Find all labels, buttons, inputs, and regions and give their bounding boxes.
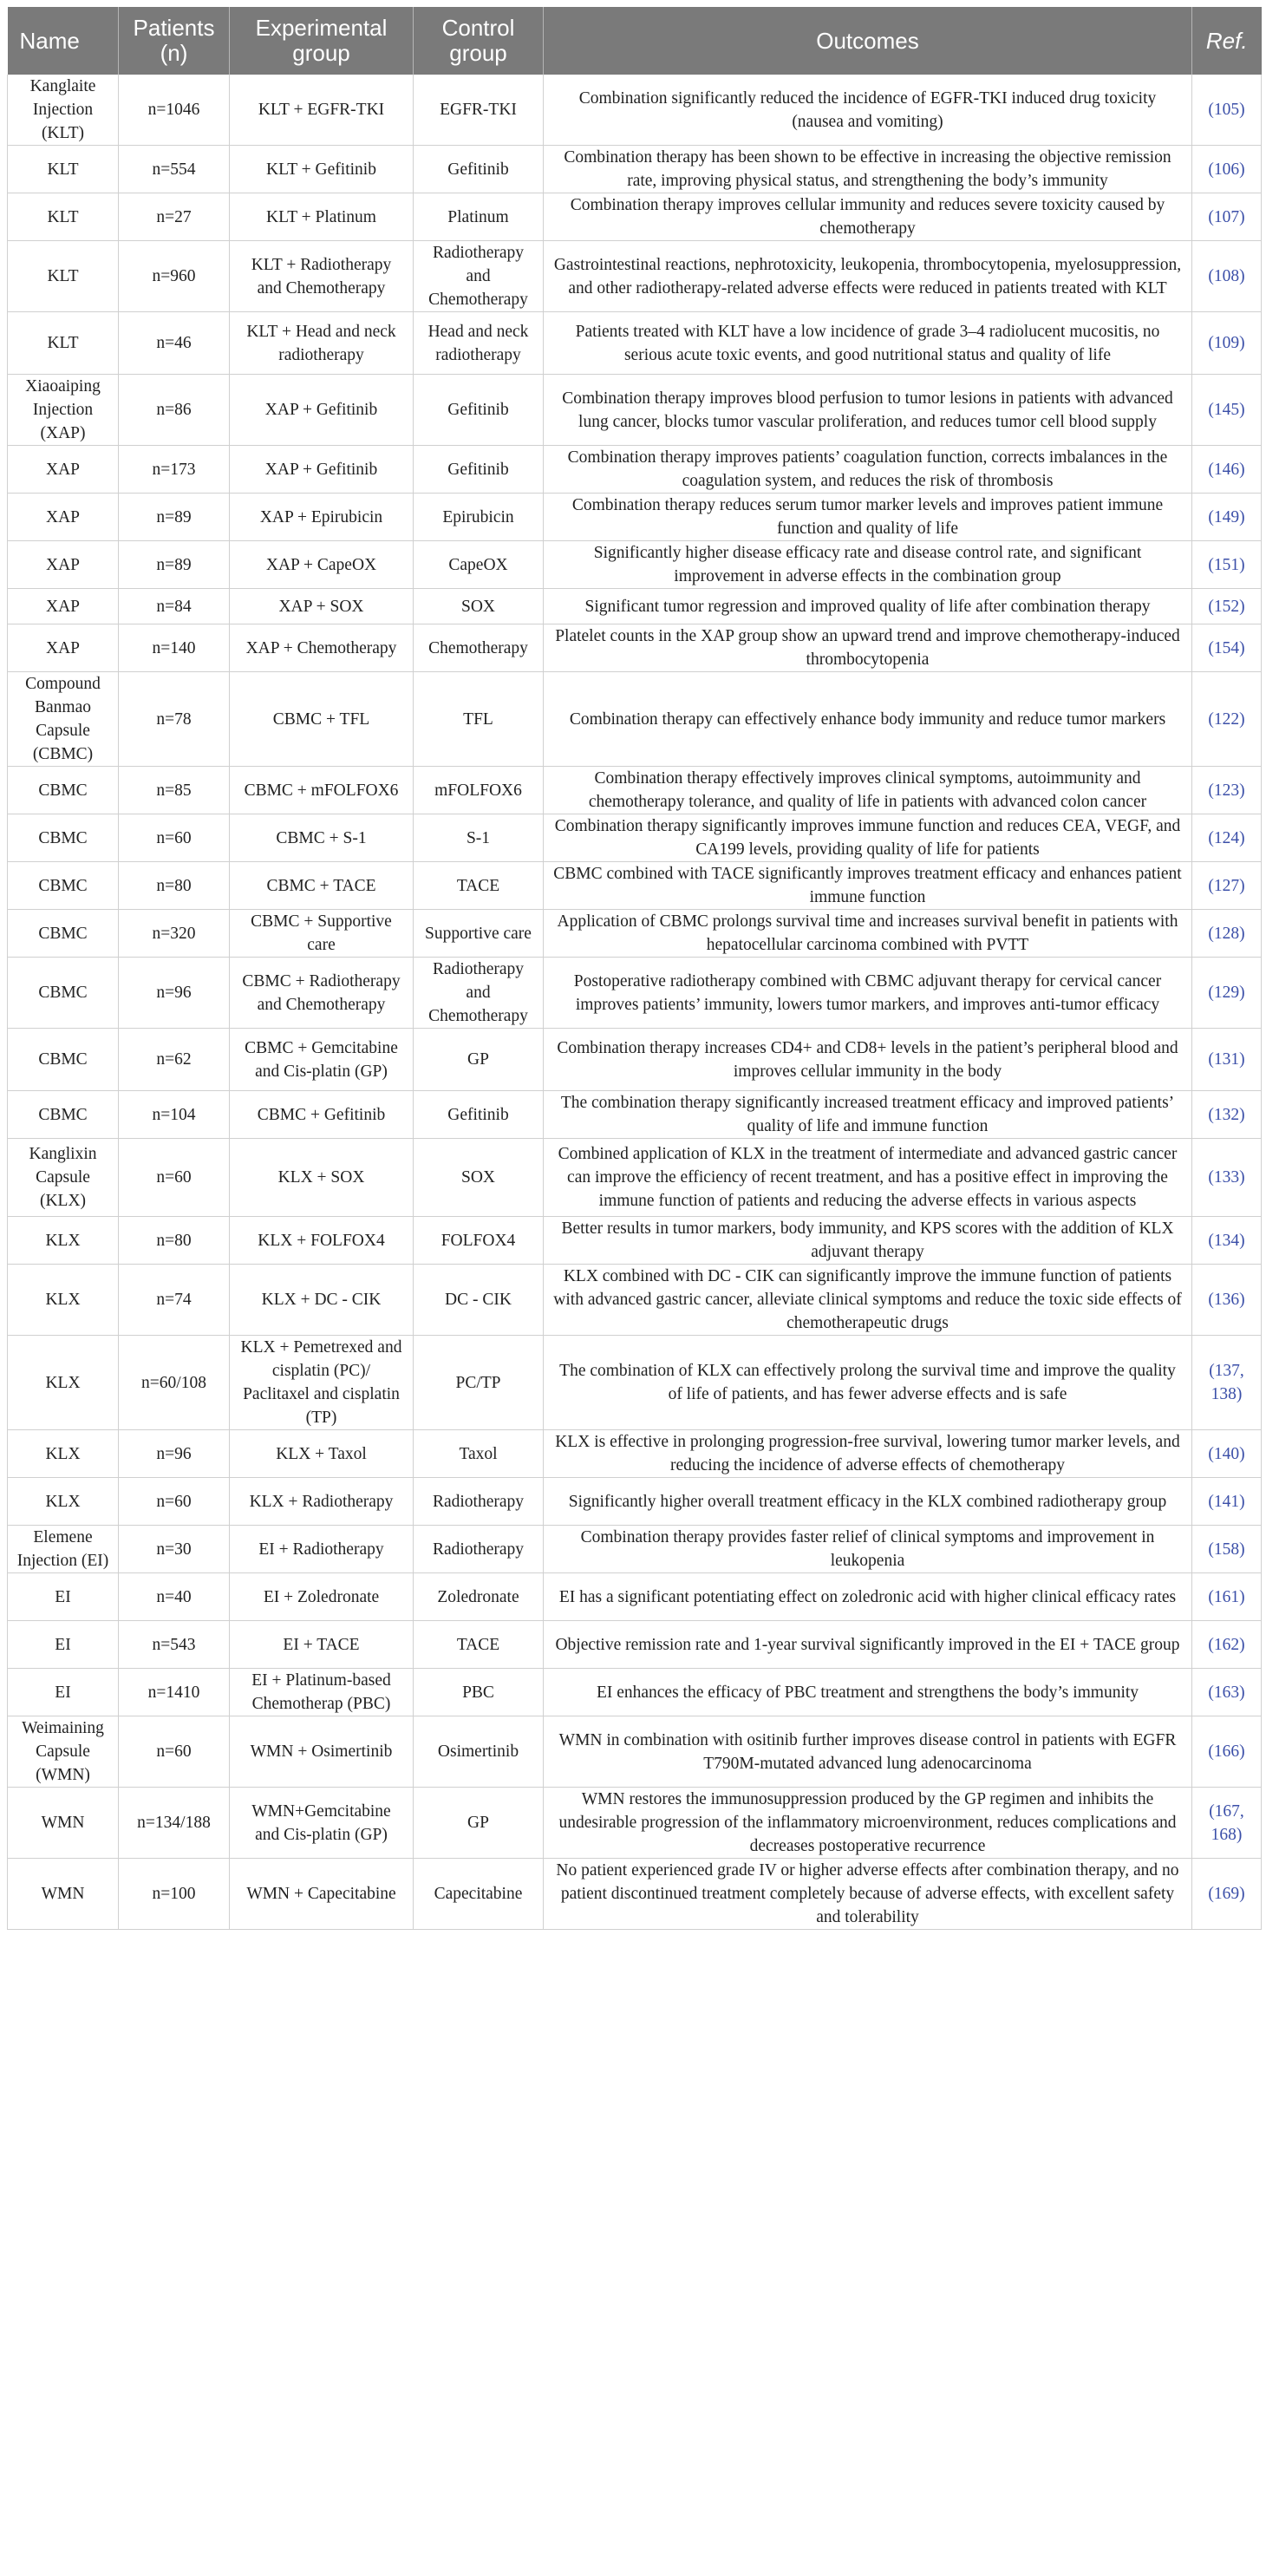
cell-name: EI [8,1573,119,1621]
cell-outcomes: Application of CBMC prolongs survival time and increases survival benefit in patients with hepatocellular carcinoma combined with PVTT [544,910,1192,958]
cell-name: CBMC [8,910,119,958]
reference-link[interactable]: (127) [1208,876,1245,895]
cell-control-group: GP [414,1029,544,1091]
reference-link[interactable]: (140) [1208,1444,1245,1463]
cell-ref[interactable] [1192,958,1262,1029]
cell-patients: n=46 [119,312,230,375]
cell-name: KLX [8,1336,119,1430]
cell-patients: n=1046 [119,75,230,146]
cell-experimental-group: KLT + Platinum [230,193,414,241]
cell-patients: n=78 [119,672,230,767]
treatment-comparison-table [7,7,1262,1930]
cell-patients: n=74 [119,1265,230,1336]
cell-control-group: SOX [414,589,544,624]
cell-experimental-group: KLX + DC - CIK [230,1265,414,1336]
cell-control-group: Supportive care [414,910,544,958]
cell-name: Elemene Injection (EI) [8,1526,119,1573]
cell-outcomes: Combined application of KLX in the treatment of intermediate and advanced gastric cancer can improve the efficiency of recent treatment, and has a positive effect in improving the immune function of patients and reducing the adverse effects in various aspects [544,1139,1192,1217]
reference-link[interactable]: (146) [1208,460,1245,479]
cell-name: KLT [8,312,119,375]
cell-outcomes: KLX combined with DC - CIK can significantly improve the immune function of patients with advanced gastric cancer, alleviate clinical symptoms and reduce the toxic side effects of chemotherapeutic drugs [544,1265,1192,1336]
cell-control-group: Radiotherapy [414,1478,544,1526]
cell-outcomes: Combination therapy improves patients’ coagulation function, corrects imbalances in the coagulation system, and reduces the risk of thrombosis [544,446,1192,494]
cell-ref[interactable] [1192,672,1262,767]
cell-control-group: TACE [414,862,544,910]
reference-link[interactable]: (162) [1208,1635,1245,1654]
header-row [8,7,1262,75]
reference-link[interactable]: (131) [1208,1050,1245,1069]
cell-name: CBMC [8,862,119,910]
reference-link[interactable]: (123) [1208,781,1245,800]
cell-experimental-group: WMN+Gemcitabine and Cis-platin (GP) [230,1788,414,1859]
reference-link[interactable]: (163) [1208,1683,1245,1702]
table-row [8,193,1262,241]
cell-experimental-group: CBMC + TFL [230,672,414,767]
reference-link[interactable]: (128) [1208,924,1245,943]
reference-link[interactable]: (169) [1208,1885,1245,1903]
cell-outcomes: CBMC combined with TACE significantly improves treatment efficacy and enhances patient immune function [544,862,1192,910]
table-row [8,1430,1262,1478]
cell-experimental-group: KLT + EGFR-TKI [230,75,414,146]
cell-experimental-group: KLX + FOLFOX4 [230,1217,414,1265]
header-experimental-group: Experimental group [230,7,414,75]
cell-patients: n=27 [119,193,230,241]
cell-outcomes: The combination of KLX can effectively prolong the survival time and improve the quality of life of patients, and has fewer adverse effects and is safe [544,1336,1192,1430]
table-row [8,862,1262,910]
cell-name: CBMC [8,814,119,862]
cell-control-group: TACE [414,1621,544,1669]
cell-outcomes: The combination therapy significantly increased treatment efficacy and improved patients’ quality of life and immune function [544,1091,1192,1139]
cell-experimental-group: EI + Radiotherapy [230,1526,414,1573]
cell-patients: n=100 [119,1859,230,1930]
cell-ref[interactable] [1192,624,1262,672]
reference-link[interactable]: (136) [1208,1291,1245,1309]
cell-control-group: DC - CIK [414,1265,544,1336]
cell-patients: n=60 [119,1139,230,1217]
cell-control-group: Osimertinib [414,1716,544,1788]
cell-ref[interactable] [1192,862,1262,910]
reference-link[interactable]: (166) [1208,1742,1245,1761]
cell-ref[interactable] [1192,910,1262,958]
cell-name: XAP [8,624,119,672]
table-row [8,1788,1262,1859]
cell-name: Weimaining Capsule (WMN) [8,1716,119,1788]
cell-outcomes: Better results in tumor markers, body immunity, and KPS scores with the addition of KLX adjuvant therapy [544,1217,1192,1265]
cell-patients: n=140 [119,624,230,672]
cell-outcomes: Postoperative radiotherapy combined with CBMC adjuvant therapy for cervical cancer improves patients’ immunity, lowers tumor markers, and improves anti-tumor efficacy [544,958,1192,1029]
cell-experimental-group: XAP + SOX [230,589,414,624]
cell-patients: n=96 [119,958,230,1029]
cell-name: Compound Banmao Capsule (CBMC) [8,672,119,767]
reference-link[interactable]: (129) [1208,984,1245,1002]
table-row [8,672,1262,767]
cell-name: KLT [8,241,119,312]
table-row [8,1091,1262,1139]
cell-patients: n=86 [119,375,230,446]
cell-control-group: Platinum [414,193,544,241]
cell-control-group: Epirubicin [414,494,544,541]
table-row [8,75,1262,146]
cell-experimental-group: KLX + SOX [230,1139,414,1217]
reference-link[interactable]: (154) [1208,638,1245,657]
cell-patients: n=60 [119,1716,230,1788]
cell-outcomes: Combination therapy can effectively enhance body immunity and reduce tumor markers [544,672,1192,767]
cell-control-group: TFL [414,672,544,767]
cell-experimental-group: CBMC + Radiotherapy and Chemotherapy [230,958,414,1029]
reference-link[interactable]: (122) [1208,709,1245,729]
cell-control-group: EGFR-TKI [414,75,544,146]
cell-ref[interactable] [1192,1573,1262,1621]
cell-outcomes: Combination therapy provides faster relief of clinical symptoms and improvement in leukopenia [544,1526,1192,1573]
table-row [8,624,1262,672]
table-row [8,1217,1262,1265]
table-row [8,1669,1262,1716]
cell-name: WMN [8,1859,119,1930]
cell-outcomes: Combination therapy increases CD4+ and CD8+ levels in the patient’s peripheral blood and improves cellular immunity in the body [544,1029,1192,1091]
cell-experimental-group: CBMC + mFOLFOX6 [230,767,414,814]
reference-link[interactable]: (105) [1208,101,1245,119]
table-row [8,1336,1262,1430]
cell-name: KLX [8,1265,119,1336]
cell-ref[interactable] [1192,1859,1262,1930]
cell-patients: n=89 [119,541,230,589]
cell-experimental-group: EI + TACE [230,1621,414,1669]
cell-ref[interactable] [1192,1139,1262,1217]
cell-experimental-group: KLT + Radiotherapy and Chemotherapy [230,241,414,312]
reference-link[interactable]: (132) [1208,1105,1245,1124]
cell-ref[interactable] [1192,1621,1262,1669]
cell-patients: n=85 [119,767,230,814]
cell-control-group: PBC [414,1669,544,1716]
table-row [8,1859,1262,1930]
cell-control-group: Gefitinib [414,375,544,446]
table-row [8,312,1262,375]
cell-patients: n=62 [119,1029,230,1091]
reference-link[interactable]: (109) [1208,334,1245,352]
cell-ref[interactable] [1192,589,1262,624]
table-row [8,375,1262,446]
cell-name: EI [8,1621,119,1669]
reference-link[interactable]: (106) [1208,160,1245,179]
table-row [8,814,1262,862]
header-patients: Patients (n) [119,7,230,75]
cell-outcomes: Combination therapy improves blood perfusion to tumor lesions in patients with advanced lung cancer, blocks tumor vascular proliferation, and reduces tumor cell blood supply [544,375,1192,446]
cell-patients: n=960 [119,241,230,312]
header-ref: Ref. [1192,7,1262,75]
cell-experimental-group: EI + Zoledronate [230,1573,414,1621]
cell-control-group: CapeOX [414,541,544,589]
cell-outcomes: Patients treated with KLT have a low incidence of grade 3–4 radiolucent mucositis, no serious acute toxic events, and good nutritional status and quality of life [544,312,1192,375]
cell-patients: n=60 [119,814,230,862]
cell-name: XAP [8,541,119,589]
cell-name: CBMC [8,1091,119,1139]
cell-control-group: SOX [414,1139,544,1217]
cell-control-group: Capecitabine [414,1859,544,1930]
reference-link[interactable]: (108) [1208,267,1245,285]
cell-control-group: Chemotherapy [414,624,544,672]
reference-link[interactable]: (134) [1208,1231,1245,1250]
cell-ref[interactable] [1192,146,1262,193]
cell-patients: n=40 [119,1573,230,1621]
reference-link[interactable]: (167, 168) [1209,1801,1244,1844]
cell-outcomes: Gastrointestinal reactions, nephrotoxicity, leukopenia, thrombocytopenia, myelosuppression, and other radiotherapy-related adverse effects were reduced in patients treated with KLT [544,241,1192,312]
cell-ref[interactable] [1192,1478,1262,1526]
cell-experimental-group: CBMC + Gefitinib [230,1091,414,1139]
cell-control-group: Gefitinib [414,1091,544,1139]
cell-experimental-group: EI + Platinum-based Chemotherap (PBC) [230,1669,414,1716]
reference-link[interactable]: (158) [1208,1540,1245,1559]
cell-patients: n=84 [119,589,230,624]
cell-experimental-group: KLX + Pemetrexed and cisplatin (PC)/ Paclitaxel and cisplatin (TP) [230,1336,414,1430]
cell-name: CBMC [8,1029,119,1091]
cell-outcomes: Combination therapy effectively improves clinical symptoms, autoimmunity and chemotherapy tolerance, and quality of life in patients with advanced colon cancer [544,767,1192,814]
reference-link[interactable]: (107) [1208,207,1245,226]
cell-experimental-group: CBMC + TACE [230,862,414,910]
cell-ref[interactable] [1192,75,1262,146]
table-row [8,1621,1262,1669]
reference-link[interactable]: (151) [1208,555,1245,574]
cell-ref[interactable] [1192,1669,1262,1716]
cell-ref[interactable] [1192,1217,1262,1265]
cell-patients: n=30 [119,1526,230,1573]
cell-patients: n=96 [119,1430,230,1478]
cell-control-group: Radiotherapy [414,1526,544,1573]
header-outcomes: Outcomes [544,7,1192,75]
table-body [8,75,1262,1930]
cell-experimental-group: WMN + Osimertinib [230,1716,414,1788]
cell-control-group: mFOLFOX6 [414,767,544,814]
header-control-group: Control group [414,7,544,75]
cell-patients: n=80 [119,1217,230,1265]
cell-outcomes: EI has a significant potentiating effect on zoledronic acid with higher clinical efficacy rates [544,1573,1192,1621]
cell-experimental-group: KLT + Gefitinib [230,146,414,193]
cell-name: KLX [8,1217,119,1265]
reference-link[interactable]: (137, 138) [1209,1362,1244,1403]
cell-patients: n=104 [119,1091,230,1139]
reference-link[interactable]: (152) [1208,597,1245,616]
table-row [8,1716,1262,1788]
cell-outcomes: Significant tumor regression and improved quality of life after combination therapy [544,589,1192,624]
cell-experimental-group: CBMC + Gemcitabine and Cis-platin (GP) [230,1029,414,1091]
cell-control-group: Radiotherapy and Chemotherapy [414,241,544,312]
cell-experimental-group: XAP + Epirubicin [230,494,414,541]
table-row [8,446,1262,494]
cell-name: Xiaoaiping Injection (XAP) [8,375,119,446]
cell-control-group: Gefitinib [414,446,544,494]
cell-outcomes: Combination therapy improves cellular immunity and reduces severe toxicity caused by chemotherapy [544,193,1192,241]
cell-control-group: Taxol [414,1430,544,1478]
cell-experimental-group: CBMC + S-1 [230,814,414,862]
cell-patients: n=80 [119,862,230,910]
cell-ref[interactable] [1192,1430,1262,1478]
cell-outcomes: WMN in combination with ositinib further improves disease control in patients with EGFR T790M-mutated advanced lung adenocarcinoma [544,1716,1192,1788]
cell-outcomes: Combination therapy significantly improves immune function and reduces CEA, VEGF, and CA199 levels, providing quality of life for patients [544,814,1192,862]
cell-ref[interactable] [1192,241,1262,312]
cell-control-group: Zoledronate [414,1573,544,1621]
cell-experimental-group: KLX + Radiotherapy [230,1478,414,1526]
table-row [8,146,1262,193]
table-row [8,1573,1262,1621]
cell-ref[interactable] [1192,1029,1262,1091]
cell-ref[interactable] [1192,541,1262,589]
cell-name: KLX [8,1478,119,1526]
cell-outcomes: Significantly higher overall treatment efficacy in the KLX combined radiotherapy group [544,1478,1192,1526]
cell-patients: n=320 [119,910,230,958]
cell-name: KLX [8,1430,119,1478]
cell-ref[interactable] [1192,1716,1262,1788]
table-row [8,910,1262,958]
header-name: Name [8,7,119,75]
cell-outcomes: Platelet counts in the XAP group show an upward trend and improve chemotherapy-induced thrombocytopenia [544,624,1192,672]
cell-experimental-group: KLX + Taxol [230,1430,414,1478]
cell-name: CBMC [8,767,119,814]
reference-link[interactable]: (161) [1208,1587,1245,1606]
cell-ref[interactable] [1192,1788,1262,1859]
cell-patients: n=60 [119,1478,230,1526]
cell-ref[interactable] [1192,494,1262,541]
cell-experimental-group: XAP + Gefitinib [230,446,414,494]
table-header [8,7,1262,75]
table-row [8,1139,1262,1217]
cell-outcomes: Significantly higher disease efficacy rate and disease control rate, and significant improvement in adverse effects in the combination group [544,541,1192,589]
reference-link[interactable]: (141) [1208,1492,1245,1511]
table-row [8,1478,1262,1526]
cell-experimental-group: XAP + CapeOX [230,541,414,589]
cell-outcomes: Combination significantly reduced the incidence of EGFR-TKI induced drug toxicity (nausea and vomiting) [544,75,1192,146]
cell-outcomes: Combination therapy reduces serum tumor marker levels and improves patient immune function and quality of life [544,494,1192,541]
cell-control-group: GP [414,1788,544,1859]
reference-link[interactable]: (133) [1208,1168,1245,1187]
cell-patients: n=543 [119,1621,230,1669]
cell-outcomes: WMN restores the immunosuppression produced by the GP regimen and inhibits the undesirable progression of the inflammatory microenvironment, reduces complications and decreases postoperative recurrence [544,1788,1192,1859]
cell-ref[interactable] [1192,1265,1262,1336]
cell-outcomes: No patient experienced grade IV or higher adverse effects after combination therapy, and no patient discontinued treatment completely because of adverse effects, with excellent safety and tolerability [544,1859,1192,1930]
cell-control-group: PC/TP [414,1336,544,1430]
cell-ref[interactable] [1192,446,1262,494]
cell-ref[interactable] [1192,193,1262,241]
reference-link[interactable]: (124) [1208,828,1245,847]
cell-patients: n=173 [119,446,230,494]
cell-ref[interactable] [1192,814,1262,862]
cell-name: KLT [8,146,119,193]
table-row [8,1265,1262,1336]
reference-link[interactable]: (145) [1208,401,1245,419]
table-row [8,541,1262,589]
cell-control-group: FOLFOX4 [414,1217,544,1265]
cell-ref[interactable] [1192,1091,1262,1139]
cell-ref[interactable] [1192,312,1262,375]
table-row [8,767,1262,814]
cell-name: EI [8,1669,119,1716]
cell-outcomes: EI enhances the efficacy of PBC treatment and strengthens the body’s immunity [544,1669,1192,1716]
cell-outcomes: KLX is effective in prolonging progression-free survival, lowering tumor marker levels, and reducing the incidence of adverse effects of chemotherapy [544,1430,1192,1478]
cell-experimental-group: WMN + Capecitabine [230,1859,414,1930]
cell-patients: n=1410 [119,1669,230,1716]
cell-patients: n=554 [119,146,230,193]
cell-experimental-group: KLT + Head and neck radiotherapy [230,312,414,375]
cell-patients: n=134/188 [119,1788,230,1859]
cell-control-group: Head and neck radiotherapy [414,312,544,375]
cell-experimental-group: CBMC + Supportive care [230,910,414,958]
table-row [8,1029,1262,1091]
table-row [8,958,1262,1029]
cell-control-group: Gefitinib [414,146,544,193]
table-row [8,241,1262,312]
cell-outcomes: Combination therapy has been shown to be effective in increasing the objective remission rate, improving physical status, and strengthening the body’s immunity [544,146,1192,193]
table-row [8,1526,1262,1573]
cell-name: Kanglixin Capsule (KLX) [8,1139,119,1217]
table-row [8,494,1262,541]
cell-name: KLT [8,193,119,241]
cell-patients: n=89 [119,494,230,541]
cell-name: CBMC [8,958,119,1029]
cell-name: XAP [8,494,119,541]
cell-name: WMN [8,1788,119,1859]
cell-name: Kanglaite Injection (KLT) [8,75,119,146]
cell-ref[interactable] [1192,767,1262,814]
cell-outcomes: Objective remission rate and 1-year survival significantly improved in the EI + TACE group [544,1621,1192,1669]
cell-experimental-group: XAP + Gefitinib [230,375,414,446]
cell-experimental-group: XAP + Chemotherapy [230,624,414,672]
cell-ref[interactable] [1192,1526,1262,1573]
cell-patients: n=60/108 [119,1336,230,1430]
cell-control-group: S-1 [414,814,544,862]
cell-ref[interactable] [1192,375,1262,446]
reference-link[interactable]: (149) [1208,507,1245,526]
cell-name: XAP [8,589,119,624]
table-row [8,589,1262,624]
cell-ref[interactable] [1192,1336,1262,1430]
cell-control-group: Radiotherapy and Chemotherapy [414,958,544,1029]
cell-name: XAP [8,446,119,494]
